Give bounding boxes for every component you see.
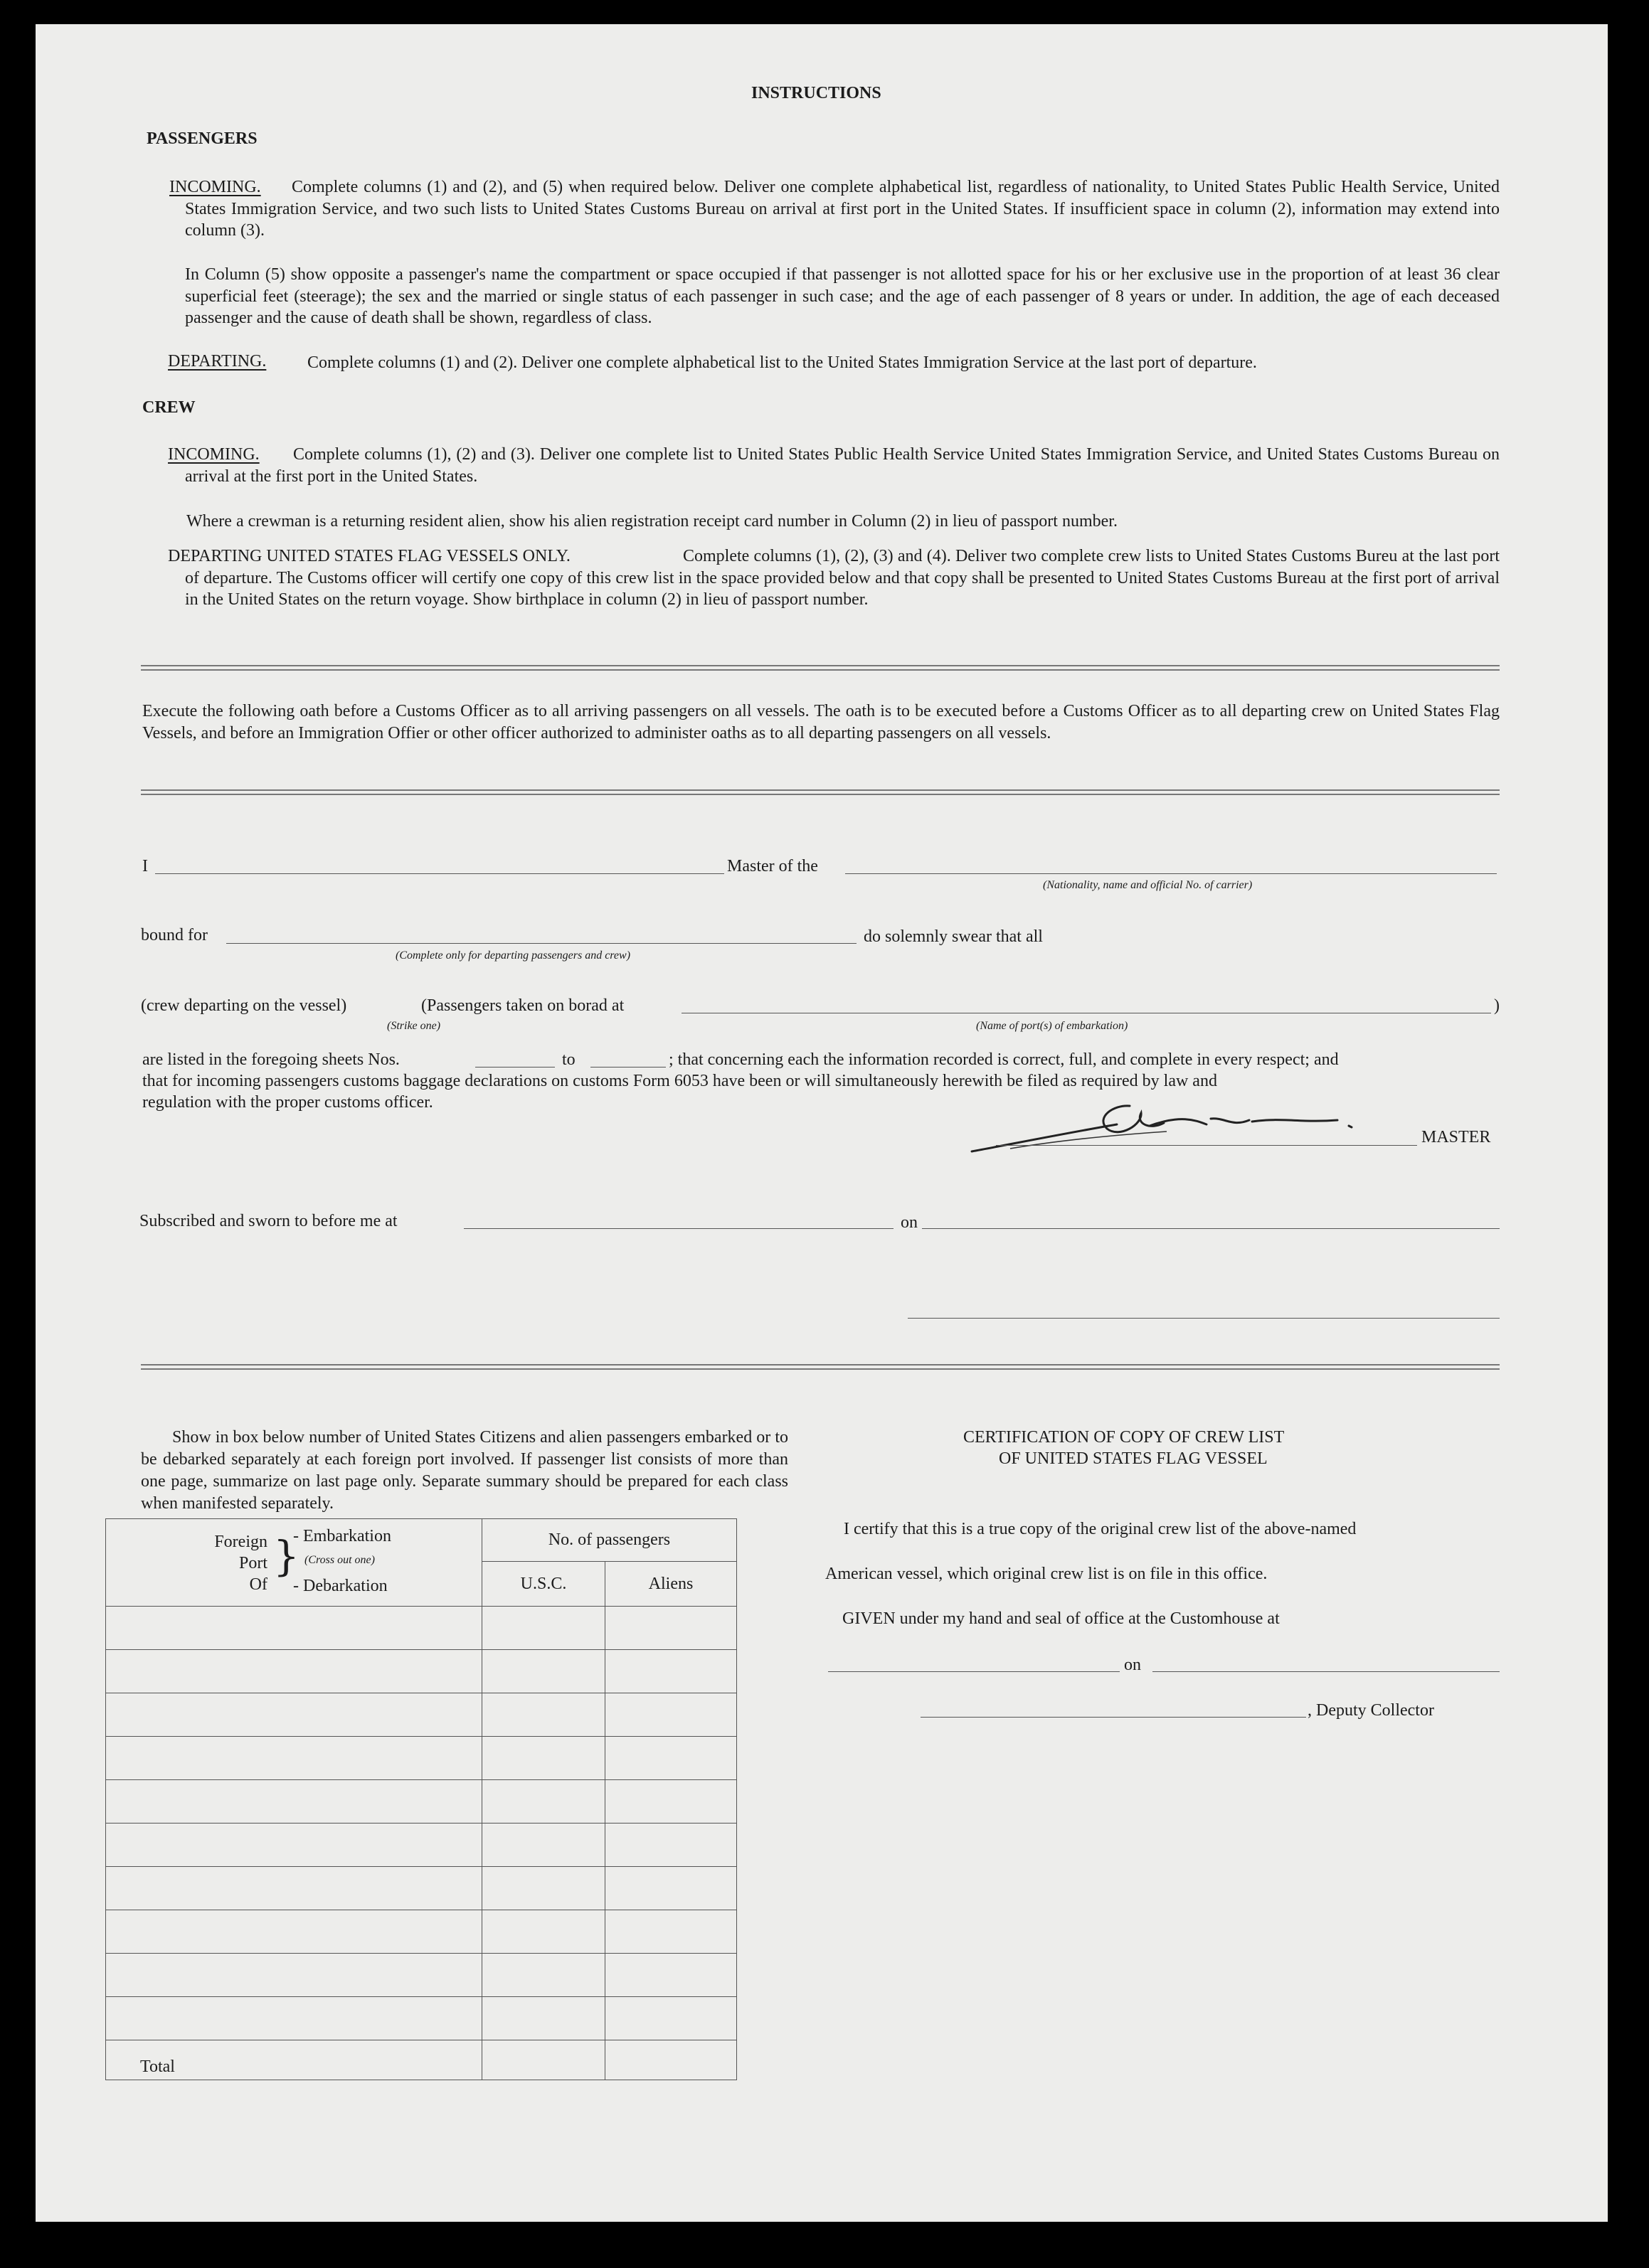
debarkation-option[interactable]: - Debarkation [293,1577,388,1595]
divider [141,1364,1500,1370]
usc-cell[interactable] [482,1737,605,1780]
departing-us-text: Complete columns (1), (2), (3) and (4). Deliver two complete crew lists to United States Customs Bureu at the last port of departure. The Customs officer will certify one copy of this crew list in the space provided below and that copy shall be presented to United States Customs Bureau at the first port of arrival in the United States on the return voyage. Show birthplace in column (2) in lieu of passport number. [185,547,1500,609]
table-row [106,1737,737,1780]
master-signature-line [996,1145,1417,1146]
certification-on-label: on [1124,1656,1141,1674]
passengers-taken-option[interactable]: (Passengers taken on borad at [421,996,625,1015]
oath-intro: Execute the following oath before a Customs Officer as to all arriving passengers on all vessels. The oath is to be executed before a Customs Officer as to all departing crew on United States Flag Vessels, and before an Immigration Offier or other officer authorized to administer oaths as to all departing passengers on all vessels. [142,702,1500,742]
divider [141,789,1500,795]
usc-cell[interactable] [482,1607,605,1650]
usc-cell[interactable] [482,1780,605,1824]
aliens-cell[interactable] [605,1824,737,1867]
foreign-port-header [106,1519,482,1607]
sworn-date-field[interactable] [922,1228,1500,1229]
incoming-label: INCOMING. [169,178,261,196]
master-name-field[interactable] [155,873,724,874]
sheet-to-field[interactable] [590,1067,666,1068]
usc-cell[interactable] [482,1824,605,1867]
close-paren: ) [1494,996,1500,1015]
port-cell[interactable] [106,1824,482,1867]
aliens-cell[interactable] [605,1910,737,1954]
port-cell[interactable] [106,1737,482,1780]
swear-text: do solemnly swear that all [864,927,1043,946]
ports-note: (Name of port(s) of embarkation) [976,1020,1128,1032]
crew-incoming-label: INCOMING. [168,445,260,464]
aliens-cell[interactable] [605,1867,737,1910]
foreign-label: Foreign [214,1533,267,1551]
table-row [106,1780,737,1824]
no-of-passengers-header: No. of passengers [482,1519,737,1562]
aliens-header: Aliens [605,1562,737,1607]
deputy-signature-field[interactable] [921,1717,1306,1718]
table-row [106,1693,737,1737]
port-cell[interactable] [106,1650,482,1693]
listed-text-line3: regulation with the proper customs officer. [142,1093,433,1112]
aliens-cell[interactable] [605,1997,737,2040]
brace-icon: } [273,1532,299,1580]
of-label: Of [249,1575,267,1594]
aliens-cell[interactable] [605,1780,737,1824]
instructions-title: INSTRUCTIONS [751,84,881,102]
port-cell[interactable] [106,1954,482,1997]
certification-heading: CERTIFICATION OF COPY OF CREW LIST [963,1428,1285,1447]
cross-out-note: (Cross out one) [304,1554,375,1566]
bound-for-label: bound for [141,926,208,944]
port-cell[interactable] [106,1693,482,1737]
table-row [106,1824,737,1867]
usc-cell[interactable] [482,1997,605,2040]
certification-line-1: I certify that this is a true copy of the original crew list of the above-named [844,1520,1357,1538]
port-label: Port [238,1554,267,1572]
listed-text-line2: that for incoming passengers customs baggage declarations on customs Form 6053 have been or will simultaneously herewith be filed as required by law and [142,1072,1217,1090]
oath-i-label: I [142,857,148,875]
customhouse-field[interactable] [828,1671,1120,1672]
departing-text: Complete columns (1) and (2). Deliver one complete alphabetical list to the United States Immigration Service at the last port of departure. [307,353,1257,372]
officer-signature-field[interactable] [908,1318,1500,1319]
port-cell[interactable] [106,1910,482,1954]
departing-us-label: DEPARTING UNITED STATES FLAG VESSELS ONLY. [168,547,571,565]
crew-heading: CREW [142,398,196,417]
sworn-on-label: on [901,1213,918,1232]
divider [141,665,1500,671]
aliens-cell[interactable] [605,1954,737,1997]
aliens-cell[interactable] [605,1650,737,1693]
subscribed-label: Subscribed and sworn to before me at [139,1212,398,1230]
total-row [106,2040,737,2080]
summary-instructions: Show in box below number of United States Citizens and alien passengers embarked or to be debarked separately at each foreign port involved. If passenger list consists of more than one page, summarize on last page only. Separate summary should be prepared for each class when manifested separately. [141,1428,788,1513]
crewman-text: Where a crewman is a returning resident alien, show his alien registration receipt card number in Column (2) in lieu of passport number. [186,512,1118,531]
deputy-collector-label: , Deputy Collector [1308,1701,1434,1720]
usc-cell[interactable] [482,1693,605,1737]
table-row [106,1954,737,1997]
port-cell[interactable] [106,1867,482,1910]
strike-one-note: (Strike one) [387,1020,441,1032]
passengers-heading: PASSENGERS [147,129,258,148]
certification-date-field[interactable] [1152,1671,1500,1672]
listed-text: are listed in the foregoing sheets Nos. [142,1050,400,1069]
passenger-summary-table [105,1518,737,2080]
table-row [106,1650,737,1693]
bound-for-field[interactable] [226,943,857,944]
carrier-note: (Nationality, name and official No. of carrier) [1043,879,1253,891]
usc-header: U.S.C. [482,1562,605,1607]
crew-departing-option[interactable]: (crew departing on the vessel) [141,996,347,1015]
column5-text: In Column (5) show opposite a passenger's name the compartment or space occupied if that passenger is not allotted space for his or her exclusive use in the proportion of at least 36 clear superficial feet (steerage); the sex and the married or single status of each passenger in such case; and the age of each passenger of 8 years or under. In addition, the age of each deceased passenger and the cause of death shall be shown, regardless of class. [185,265,1500,327]
departing-label: DEPARTING. [168,352,267,371]
usc-cell[interactable] [482,1910,605,1954]
to-label: to [562,1050,576,1069]
table-row [106,1910,737,1954]
carrier-field[interactable] [845,873,1497,874]
aliens-cell[interactable] [605,1737,737,1780]
aliens-cell[interactable] [605,1693,737,1737]
master-signature [967,1099,1394,1156]
usc-cell[interactable] [482,1650,605,1693]
incoming-text: Complete columns (1) and (2), and (5) when required below. Deliver one complete alphabetical list, regardless of nationality, to United States Public Health Service, United States Immigration Service, and two such lists to United States Customs Bureau on arrival at first port in the United States. If insufficient space in column (2), information may extend into column (3). [185,178,1500,240]
master-of-label: Master of the [727,857,818,875]
departing-note: (Complete only for departing passengers and crew) [396,949,631,962]
certification-line-2: American vessel, which original crew list is on file in this office. [825,1565,1268,1583]
aliens-cell[interactable] [605,1607,737,1650]
usc-cell[interactable] [482,1867,605,1910]
crew-incoming-text: Complete columns (1), (2) and (3). Deliver one complete list to United States Public Health Service United States Immigration Service, and United States Customs Bureau on arrival at the first port in the United States. [185,445,1500,486]
master-label: MASTER [1421,1128,1491,1146]
table-row [106,1607,737,1650]
port-cell[interactable] [106,1997,482,2040]
embarkation-option[interactable]: - Embarkation [293,1527,391,1545]
usc-total-cell[interactable] [482,2040,605,2080]
certification-subheading: OF UNITED STATES FLAG VESSEL [999,1449,1268,1468]
table-row [106,1997,737,2040]
listed-text-cont: ; that concerning each the information recorded is correct, full, and complete in every respect; and [669,1050,1339,1069]
usc-cell[interactable] [482,1954,605,1997]
certification-line-3: GIVEN under my hand and seal of office at the Customhouse at [842,1609,1280,1628]
sheet-from-field[interactable] [475,1067,555,1068]
port-cell[interactable] [106,1607,482,1650]
port-cell[interactable] [106,1780,482,1824]
table-row [106,1867,737,1910]
total-label: Total [106,2040,482,2080]
aliens-total-cell[interactable] [605,2040,737,2080]
sworn-place-field[interactable] [464,1228,894,1229]
